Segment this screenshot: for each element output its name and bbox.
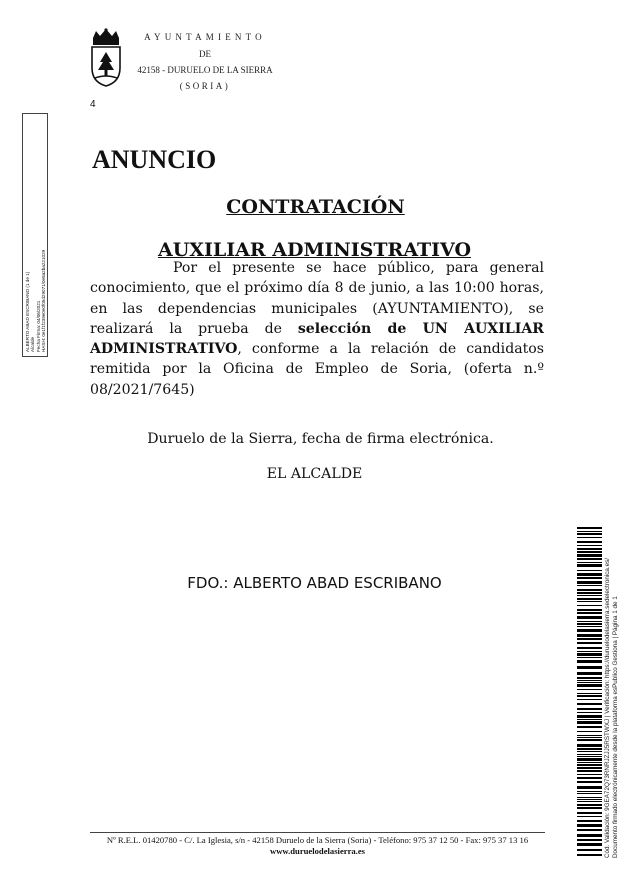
signature-text bbox=[23, 114, 47, 356]
body-text-1: Por el presente se hace público, para general conocimiento, que el próximo día 8 de junio, a las 10:00 horas, en las dependencias municipales (AYUNTAMIENTO), se realizará la prueba de bbox=[90, 260, 544, 337]
signature-box bbox=[22, 113, 48, 357]
signer-name: FDO.: ALBERTO ABAD ESCRIBANO bbox=[187, 574, 442, 592]
letterhead-line-3: 42158 - DURUELO DE LA SIERRA bbox=[137, 65, 273, 75]
footer-website: www.duruelodelasierra.es bbox=[269, 846, 365, 856]
letterhead-line-2: DE bbox=[199, 49, 211, 59]
footer-address: Nº R.E.L. 01420780 - C/. La Iglesia, s/n - 42158 Duruelo de la Sierra (Soria) - Teléfono: 975 37 12 50 - Fax: 975 37 13 16 bbox=[106, 835, 529, 845]
subtitle-position: AUXILIAR ADMINISTRATIVO bbox=[157, 239, 472, 261]
validation-text bbox=[604, 528, 628, 858]
letterhead-line-1: AYUNTAMIENTO bbox=[144, 32, 266, 42]
signature-signer: ALBERTO ABAD ESCRIBANO (1 de 1) bbox=[25, 271, 30, 352]
footer-divider bbox=[90, 832, 545, 833]
signature-date: Fecha Firma: 04/06/2021 bbox=[35, 300, 41, 352]
place-and-date: Duruelo de la Sierra, fecha de firma electrónica. bbox=[147, 431, 494, 447]
coat-of-arms-icon bbox=[88, 28, 124, 88]
announcement-body bbox=[90, 258, 544, 400]
validation-code: Cód. Validación: 9GEA72Q73RNRJZJJ5RSTWXJ | Verificación: https://duruelodelasierra.sedelectronica.es/ bbox=[604, 557, 611, 858]
signature-role: Alcalde bbox=[30, 336, 36, 352]
letterhead-line-4: (SORIA) bbox=[179, 81, 231, 91]
subtitle-contratacion: CONTRATACIÓN bbox=[226, 196, 405, 218]
body-text-2: , conforme a la relación de candidatos remitida por la Oficina de Empleo de Soria, (oferta n.º 08/2021/7645) bbox=[90, 341, 544, 398]
signature-hash: HASH: 0e1f1f239e0e0f05d29071/0e8a2ba221029 bbox=[41, 249, 47, 352]
signer-role: EL ALCALDE bbox=[266, 466, 363, 482]
page-number: 4 bbox=[90, 99, 96, 110]
barcode-icon bbox=[577, 527, 602, 858]
validation-platform: Documento firmado electrónicamente desde la plataforma esPublico Gestiona | Página 1 de 1 bbox=[612, 596, 619, 858]
body-bold-text: selección de UN AUXILIAR ADMINISTRATIVO bbox=[90, 320, 544, 358]
page-title: ANUNCIO bbox=[92, 145, 217, 174]
